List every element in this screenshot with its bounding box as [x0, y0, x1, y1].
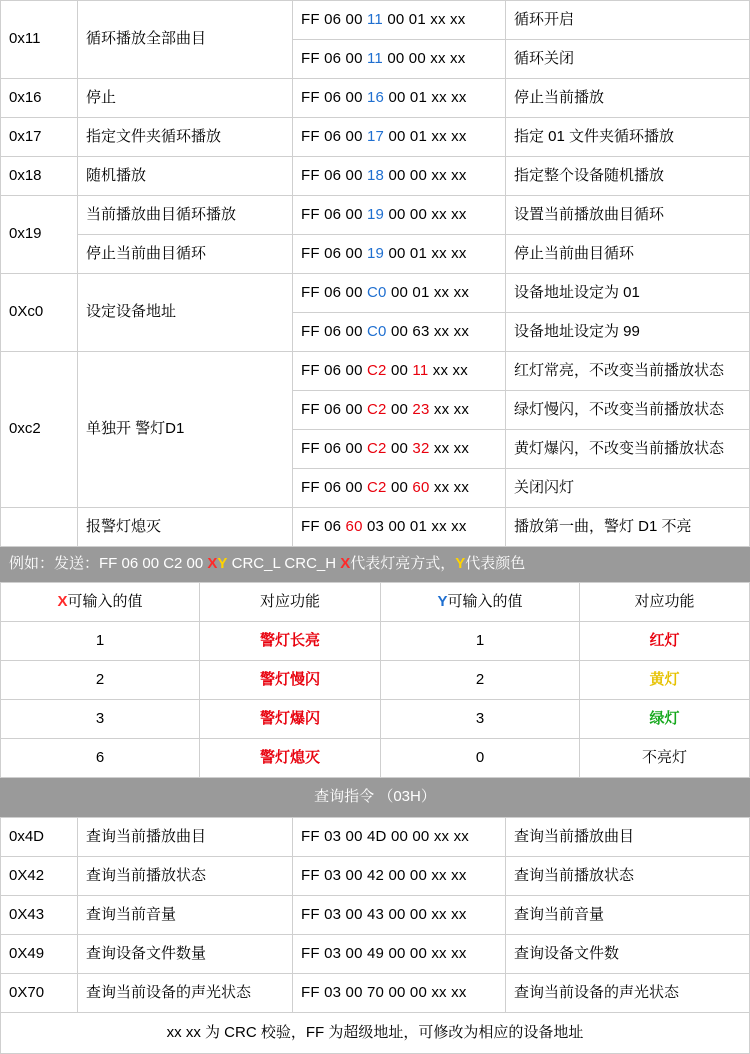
legend-header-y: [381, 583, 580, 622]
cmd-highlight: 11: [367, 49, 383, 67]
example-x-note: 代表灯亮方式，: [350, 554, 456, 572]
legend-header-func-1: 对应功能: [200, 583, 381, 622]
cell-description: 指定整个设备随机播放: [506, 157, 750, 196]
legend-y-function: 不亮灯: [580, 739, 750, 778]
table-row: [1, 157, 750, 196]
cmd-highlight: 19: [367, 205, 385, 223]
cmd-prefix: FF 06 00: [301, 205, 367, 223]
cell-command: [293, 40, 506, 79]
example-prefix: 例如：发送：FF 06 00 C2 00: [9, 554, 208, 572]
cmd-prefix: FF 06 00: [301, 166, 367, 184]
cmd-prefix: FF 06: [301, 517, 346, 535]
cell-command: FF 03 00 4D 00 00 xx xx: [293, 818, 506, 857]
cmd-highlight: C0: [367, 322, 387, 340]
cell-description: 查询当前播放状态: [506, 857, 750, 896]
table-row: [1, 118, 750, 157]
cmd-suffix: 00 63 xx xx: [386, 322, 470, 340]
cmd-prefix: FF 06 00: [301, 10, 367, 28]
cell-command: [293, 1, 506, 40]
cell-description: 停止当前播放: [506, 79, 750, 118]
cmd-highlight: 19: [367, 244, 385, 262]
cell-code: 0x18: [1, 157, 78, 196]
cell-command: [293, 79, 506, 118]
footer-note: xx xx 为 CRC 校验，FF 为超级地址，可修改为相应的设备地址: [1, 1013, 750, 1054]
cell-command: FF 03 00 49 00 00 xx xx: [293, 935, 506, 974]
cell-command: [293, 196, 506, 235]
legend-x-function: 警灯长亮: [200, 622, 381, 661]
legend-header-func-2: 对应功能: [580, 583, 750, 622]
example-x-token: X: [207, 554, 218, 572]
cmd-highlight: C0: [367, 283, 387, 301]
cmd-suffix: 00 01 xx xx: [386, 283, 470, 301]
cell-command: [293, 469, 506, 508]
xy-legend-table: [0, 582, 750, 817]
query-band-row: [1, 778, 750, 817]
cell-description: 播放第一曲，警灯 D1 不亮: [506, 508, 750, 547]
cmd-prefix: FF 06 00: [301, 49, 367, 67]
table-row: [1, 974, 750, 1013]
cmd-middle: 00: [386, 478, 413, 496]
cell-function: 指定文件夹循环播放: [78, 118, 293, 157]
legend-row: [1, 739, 750, 778]
cell-description: 循环开启: [506, 1, 750, 40]
legend-x-token: X: [57, 592, 68, 610]
cell-function: 循环播放全部曲目: [78, 1, 293, 79]
cmd-prefix: FF 06 00: [301, 127, 367, 145]
legend-header-row: [1, 583, 750, 622]
cell-function: 设定设备地址: [78, 274, 293, 352]
legend-x-value: 1: [1, 622, 200, 661]
cell-command: [293, 430, 506, 469]
cell-code: 0xc2: [1, 352, 78, 508]
cmd-middle: 00: [386, 361, 413, 379]
legend-row: [1, 622, 750, 661]
cmd-highlight: 11: [367, 10, 383, 28]
cell-command: [293, 508, 506, 547]
cell-description: 关闭闪灯: [506, 469, 750, 508]
cell-code: 0X49: [1, 935, 78, 974]
table-row: [1, 274, 750, 313]
cell-command: [293, 313, 506, 352]
cmd-highlight: 16: [367, 88, 385, 106]
cell-function: 查询设备文件数量: [78, 935, 293, 974]
cmd-suffix: 00 01 xx xx: [384, 244, 467, 262]
cell-function: 查询当前播放曲目: [78, 818, 293, 857]
table-row: [1, 508, 750, 547]
table-row: [1, 1, 750, 40]
legend-y-header-text: 可输入的值: [447, 592, 523, 610]
cell-function: 报警灯熄灭: [78, 508, 293, 547]
cell-command: FF 03 00 70 00 00 xx xx: [293, 974, 506, 1013]
legend-x-function: 警灯熄灭: [200, 739, 381, 778]
cell-command: [293, 235, 506, 274]
cell-description: 设备地址设定为 01: [506, 274, 750, 313]
cmd-highlight-2: 11: [412, 361, 429, 379]
cmd-highlight-2: 60: [412, 478, 430, 496]
cell-function: 查询当前音量: [78, 896, 293, 935]
table-row: [1, 352, 750, 391]
cell-function: 单独开 警灯D1: [78, 352, 293, 508]
cmd-middle: 00: [386, 439, 413, 457]
table-row: [1, 235, 750, 274]
cmd-highlight: C2: [367, 400, 387, 418]
cell-description: 查询当前播放曲目: [506, 818, 750, 857]
cmd-highlight-2: 23: [412, 400, 430, 418]
cmd-highlight: 18: [367, 166, 385, 184]
cell-command: [293, 118, 506, 157]
table-row: [1, 196, 750, 235]
cmd-suffix: 00 01 xx xx: [382, 10, 466, 28]
cell-code: 0x4D: [1, 818, 78, 857]
legend-x-function: 警灯慢闪: [200, 661, 381, 700]
cell-code: 0Xc0: [1, 274, 78, 352]
cell-code: 0X70: [1, 974, 78, 1013]
example-middle: CRC_L CRC_H: [227, 554, 341, 572]
cmd-highlight-2: 32: [412, 439, 430, 457]
cell-code: 0x16: [1, 79, 78, 118]
cell-command: [293, 352, 506, 391]
legend-y-value: 3: [381, 700, 580, 739]
cell-command: [293, 274, 506, 313]
cmd-highlight: 60: [345, 517, 363, 535]
cell-command: FF 03 00 42 00 00 xx xx: [293, 857, 506, 896]
legend-x-header-text: 可输入的值: [67, 592, 143, 610]
legend-x-function: 警灯爆闪: [200, 700, 381, 739]
cmd-highlight: 17: [367, 127, 385, 145]
cell-description: 红灯常亮，不改变当前播放状态: [506, 352, 750, 391]
cell-command: [293, 157, 506, 196]
cmd-prefix: FF 06 00: [301, 244, 367, 262]
cell-description: 绿灯慢闪，不改变当前播放状态: [506, 391, 750, 430]
cmd-suffix: 03 00 01 xx xx: [362, 517, 467, 535]
legend-header-x: [1, 583, 200, 622]
legend-y-value: 0: [381, 739, 580, 778]
legend-y-value: 1: [381, 622, 580, 661]
cmd-prefix: FF 06 00: [301, 88, 367, 106]
cell-code: 0X42: [1, 857, 78, 896]
example-x-token-2: X: [340, 554, 351, 572]
cmd-highlight: C2: [367, 439, 387, 457]
cmd-prefix: FF 06 00: [301, 439, 367, 457]
cmd-highlight: C2: [367, 361, 387, 379]
legend-y-function: 绿灯: [580, 700, 750, 739]
cell-function: 当前播放曲目循环播放: [78, 196, 293, 235]
cell-function: 随机播放: [78, 157, 293, 196]
query-command-body: [1, 818, 750, 1054]
legend-y-value: 2: [381, 661, 580, 700]
table-row: [1, 935, 750, 974]
cmd-prefix: FF 06 00: [301, 400, 367, 418]
cmd-middle: 00: [386, 400, 413, 418]
cell-description: 停止当前曲目循环: [506, 235, 750, 274]
cell-description: 查询设备文件数: [506, 935, 750, 974]
cell-description: 设备地址设定为 99: [506, 313, 750, 352]
cell-description: 查询当前音量: [506, 896, 750, 935]
cell-description: 黄灯爆闪，不改变当前播放状态: [506, 430, 750, 469]
cell-code: 0x17: [1, 118, 78, 157]
cell-command: [293, 391, 506, 430]
cmd-suffix: xx xx: [429, 439, 470, 457]
cell-code: 0x11: [1, 1, 78, 79]
cmd-suffix: xx xx: [429, 478, 470, 496]
legend-row: [1, 700, 750, 739]
example-y-note: 代表颜色: [465, 554, 526, 572]
cmd-prefix: FF 06 00: [301, 478, 367, 496]
cmd-suffix: xx xx: [428, 361, 468, 379]
cell-code: 0X43: [1, 896, 78, 935]
cmd-suffix: 00 01 xx xx: [384, 88, 467, 106]
cell-description: 设置当前播放曲目循环: [506, 196, 750, 235]
example-band-row: [1, 547, 750, 582]
cmd-suffix: 00 01 xx xx: [384, 127, 467, 145]
cell-description: 指定 01 文件夹循环播放: [506, 118, 750, 157]
cmd-suffix: 00 00 xx xx: [382, 49, 466, 67]
footer-note-row: [1, 1013, 750, 1054]
legend-y-token: Y: [437, 592, 448, 610]
cell-function: 查询当前播放状态: [78, 857, 293, 896]
cmd-prefix: FF 06 00: [301, 361, 367, 379]
cmd-prefix: FF 06 00: [301, 322, 367, 340]
cell-code: 0x19: [1, 196, 78, 274]
example-y-token-2: Y: [455, 554, 466, 572]
legend-x-value: 3: [1, 700, 200, 739]
table-row: [1, 79, 750, 118]
cell-function: 停止当前曲目循环: [78, 235, 293, 274]
legend-x-value: 6: [1, 739, 200, 778]
table-row: [1, 896, 750, 935]
legend-x-value: 2: [1, 661, 200, 700]
query-section-band: 查询指令 （03H）: [1, 778, 750, 817]
cell-function: 停止: [78, 79, 293, 118]
cmd-highlight: C2: [367, 478, 387, 496]
control-command-body: [1, 1, 750, 582]
example-y-token: Y: [217, 554, 228, 572]
legend-y-function: 红灯: [580, 622, 750, 661]
cell-command: FF 03 00 43 00 00 xx xx: [293, 896, 506, 935]
xy-legend-body: [1, 583, 750, 817]
cmd-prefix: FF 06 00: [301, 283, 367, 301]
table-row: [1, 818, 750, 857]
query-command-table: [0, 817, 750, 1054]
legend-row: [1, 661, 750, 700]
cell-function: 查询当前设备的声光状态: [78, 974, 293, 1013]
table-row: [1, 857, 750, 896]
cell-code: [1, 508, 78, 547]
cell-description: 查询当前设备的声光状态: [506, 974, 750, 1013]
cmd-suffix: 00 00 xx xx: [384, 166, 467, 184]
example-band: [1, 547, 750, 582]
legend-y-function: 黄灯: [580, 661, 750, 700]
cmd-suffix: xx xx: [429, 400, 470, 418]
cmd-suffix: 00 00 xx xx: [384, 205, 467, 223]
cell-description: 循环关闭: [506, 40, 750, 79]
